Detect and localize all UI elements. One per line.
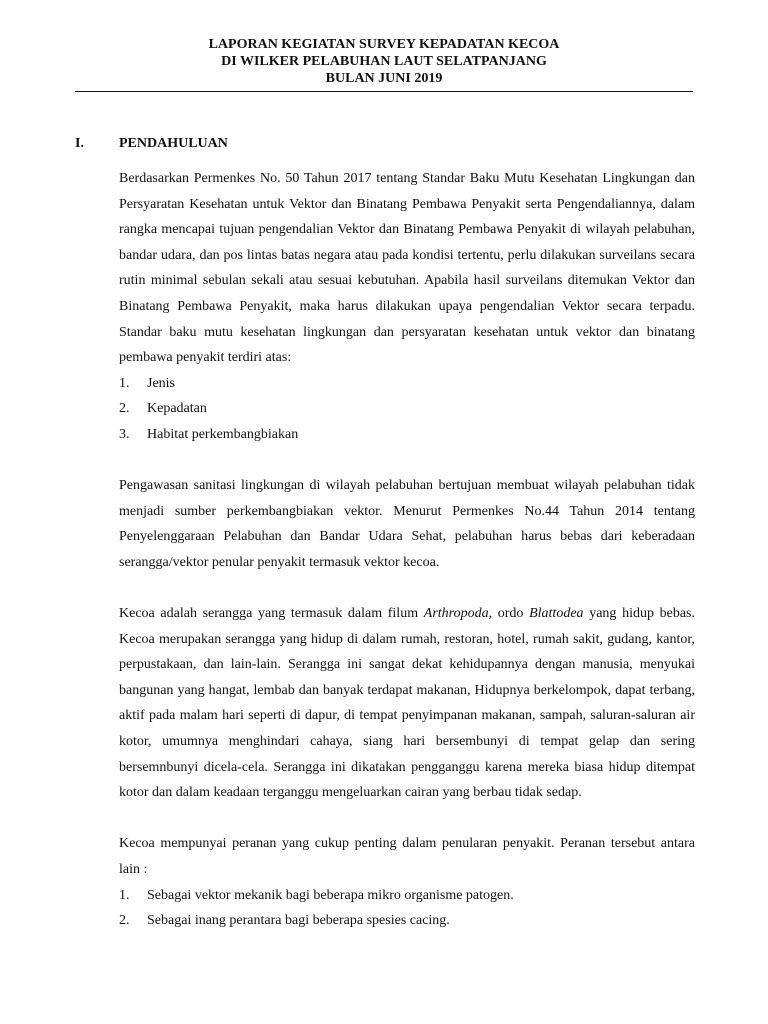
text-span: , ordo <box>488 606 530 622</box>
list-item-number: 3. <box>119 426 130 442</box>
paragraph-cockroach <box>119 601 695 806</box>
standard-list <box>119 371 695 448</box>
section-body <box>119 166 695 934</box>
list-item-text: Sebagai vektor mekanik bagi beberapa mikro organisme patogen. <box>147 887 514 903</box>
paragraph-sanitation: Pengawasan sanitasi lingkungan di wilayah pelabuhan bertujuan membuat wilayah pelabuhan tidak menjadi sumber perkembangbiakan vektor. Menurut Permenkes No.44 Tahun 2014 tentang Penyelenggaraan Pelabuhan dan Bandar Udara Sehat, pelabuhan harus bebas dari keberadaan serangga/vektor penular penyakit termasuk vektor kecoa. <box>119 478 695 570</box>
list-item-number: 2. <box>119 913 130 929</box>
list-item <box>119 883 695 909</box>
italic-term: Arthropoda <box>423 606 489 622</box>
list-item-text: Habitat perkembangbiakan <box>147 426 299 442</box>
role-list <box>119 883 695 934</box>
paragraph-regulation: Berdasarkan Permenkes No. 50 Tahun 2017 tentang Standar Baku Mutu Kesehatan Lingkungan dan Persyaratan Kesehatan untuk Vektor dan Binatang Pembawa Penyakit serta Pengendaliannya, dalam rangka mencapai tujuan pengendalian Vektor dan Binatang Pembawa Penyakit di wilayah pelabuhan, bandar udara, dan pos lintas batas negara atau pada kondisi tertentu, perlu dilakukan surveilans secara rutin minimal sebulan sekali atau sesuai kebutuhan. Apabila hasil surveilans ditemukan Vektor dan Binatang Pembawa Penyakit, maka harus dilakukan upaya pengendalian Vektor secara terpadu. Standar baku mutu kesehatan lingkungan dan persyaratan kesehatan untuk vektor dan binatang pembawa penyakit terdiri atas: <box>119 171 695 366</box>
list-item-text: Jenis <box>147 375 175 391</box>
header-line-1: LAPORAN KEGIATAN SURVEY KEPADATAN KECOA <box>208 37 560 52</box>
list-item-text: Sebagai inang perantara bagi beberapa spesies cacing. <box>147 913 450 929</box>
header-divider <box>75 91 693 92</box>
list-item-number: 2. <box>119 401 130 417</box>
text-span: yang hidup bebas. Kecoa merupakan serangga yang hidup di dalam rumah, restoran, hotel, rumah sakit, gudang, kantor, perpustakaan, dan lain-lain. Serangga ini sangat dekat kehidupannya dengan manusia, menyukai bangunan yang hangat, lembab dan banyak terdapat makanan, Hidupnya berkelompok, dapat terbang, aktif pada malam hari seperti di dapur, di tempat penyimpanan makanan, sampah, saluran-saluran air kotor, umumnya menghindari cahaya, siang hari bersembunyi di tempat gelap dan sering bersemnbunyi dicela-cela. Serangga ini dikatakan pengganggu karena mereka biasa hidup ditempat kotor dan dalam keadaan terganggu mengeluarkan cairan yang berbau tidak sedap. <box>119 606 696 801</box>
header-line-3: BULAN JUNI 2019 <box>325 71 443 86</box>
list-item-number: 1. <box>119 375 130 391</box>
list-item-number: 1. <box>119 887 130 903</box>
section-title: PENDAHULUAN <box>119 136 228 151</box>
list-item <box>119 396 695 422</box>
text-span: Kecoa adalah serangga yang termasuk dalam filum <box>119 606 424 622</box>
report-header <box>75 36 693 87</box>
italic-term: Blattodea <box>529 606 584 622</box>
list-item <box>119 422 695 448</box>
list-item <box>119 371 695 397</box>
list-item <box>119 908 695 934</box>
section-number: I. <box>75 136 84 151</box>
list-item-text: Kepadatan <box>147 401 207 417</box>
header-line-2: DI WILKER PELABUHAN LAUT SELATPANJANG <box>221 54 547 69</box>
paragraph-role: Kecoa mempunyai peranan yang cukup penting dalam penularan penyakit. Peranan tersebut antara lain : <box>119 836 695 878</box>
